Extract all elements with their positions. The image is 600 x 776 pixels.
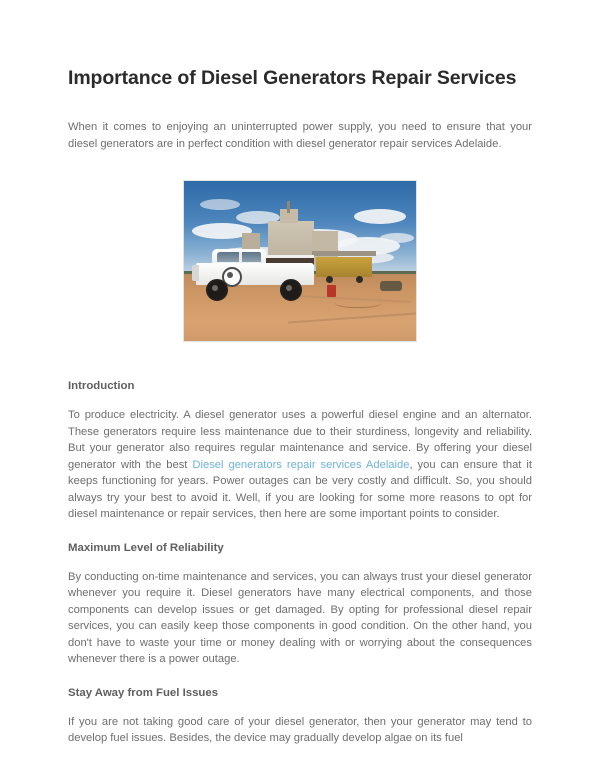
rig-mast [287,201,290,213]
intro-paragraph: When it comes to enjoying an uninterrupted power supply, you need to ensure that your diesel generators are in perfect condition with diesel generator repair services Adelaide. [68,121,532,150]
trailer [316,257,372,277]
section-heading-maximum-reliability: Maximum Level of Reliability [68,541,224,554]
truck-tray-rail [266,255,314,258]
section-heading-introduction: Introduction [68,380,135,393]
trailer-canopy [312,251,376,256]
page-title: Importance of Diesel Generators Repair Services [68,67,517,89]
ground-hose [334,293,382,308]
section-heading-fuel-issues: Stay Away from Fuel Issues [68,686,219,699]
paragraph-text-after-link: , you can ensure that it keeps functioning for years. Power outages can be very costly and difficult. So, you should always try your best to avoid it. Well, if you are looking for some more reasons to opt for diesel maintenance or repair services, then here are some important points to consider. [68,458,532,521]
truck-pillar [239,252,242,262]
article-photo [183,180,417,342]
figure-container [68,152,532,347]
inline-link-repair-services[interactable]: Diesel generators repair services Adelaide [192,458,410,471]
truck-bullbar [192,265,199,281]
section-paragraph-maximum-reliability: By conducting on-time maintenance and services, you can always trust your diesel generator whenever you require it. Diesel generators have many electrical components, and those components can develop issues or get damaged. By opting for professional diesel repair services, you can easily keep those components in good condition. On the other hand, you don't have to waste your time or money dealing with or worrying about the consequences whenever there is a power outage. [68,570,532,666]
paragraph-text-before-link: To produce electricity. A diesel generator uses a powerful diesel engine and an alternator. These generators require less maintenance due to their sturdiness, longevity and reliability. But your generator also requires regular maintenance and service. By offering your diesel generator with the best [68,409,532,471]
section-paragraph-fuel-issues: If you are not taking good care of your diesel generator, then your generator may tend to develop fuel issues. Besides, the device may gradually develop algae on its fuel [68,715,532,745]
section-paragraph-introduction [68,394,532,523]
ground-equipment [380,281,402,291]
